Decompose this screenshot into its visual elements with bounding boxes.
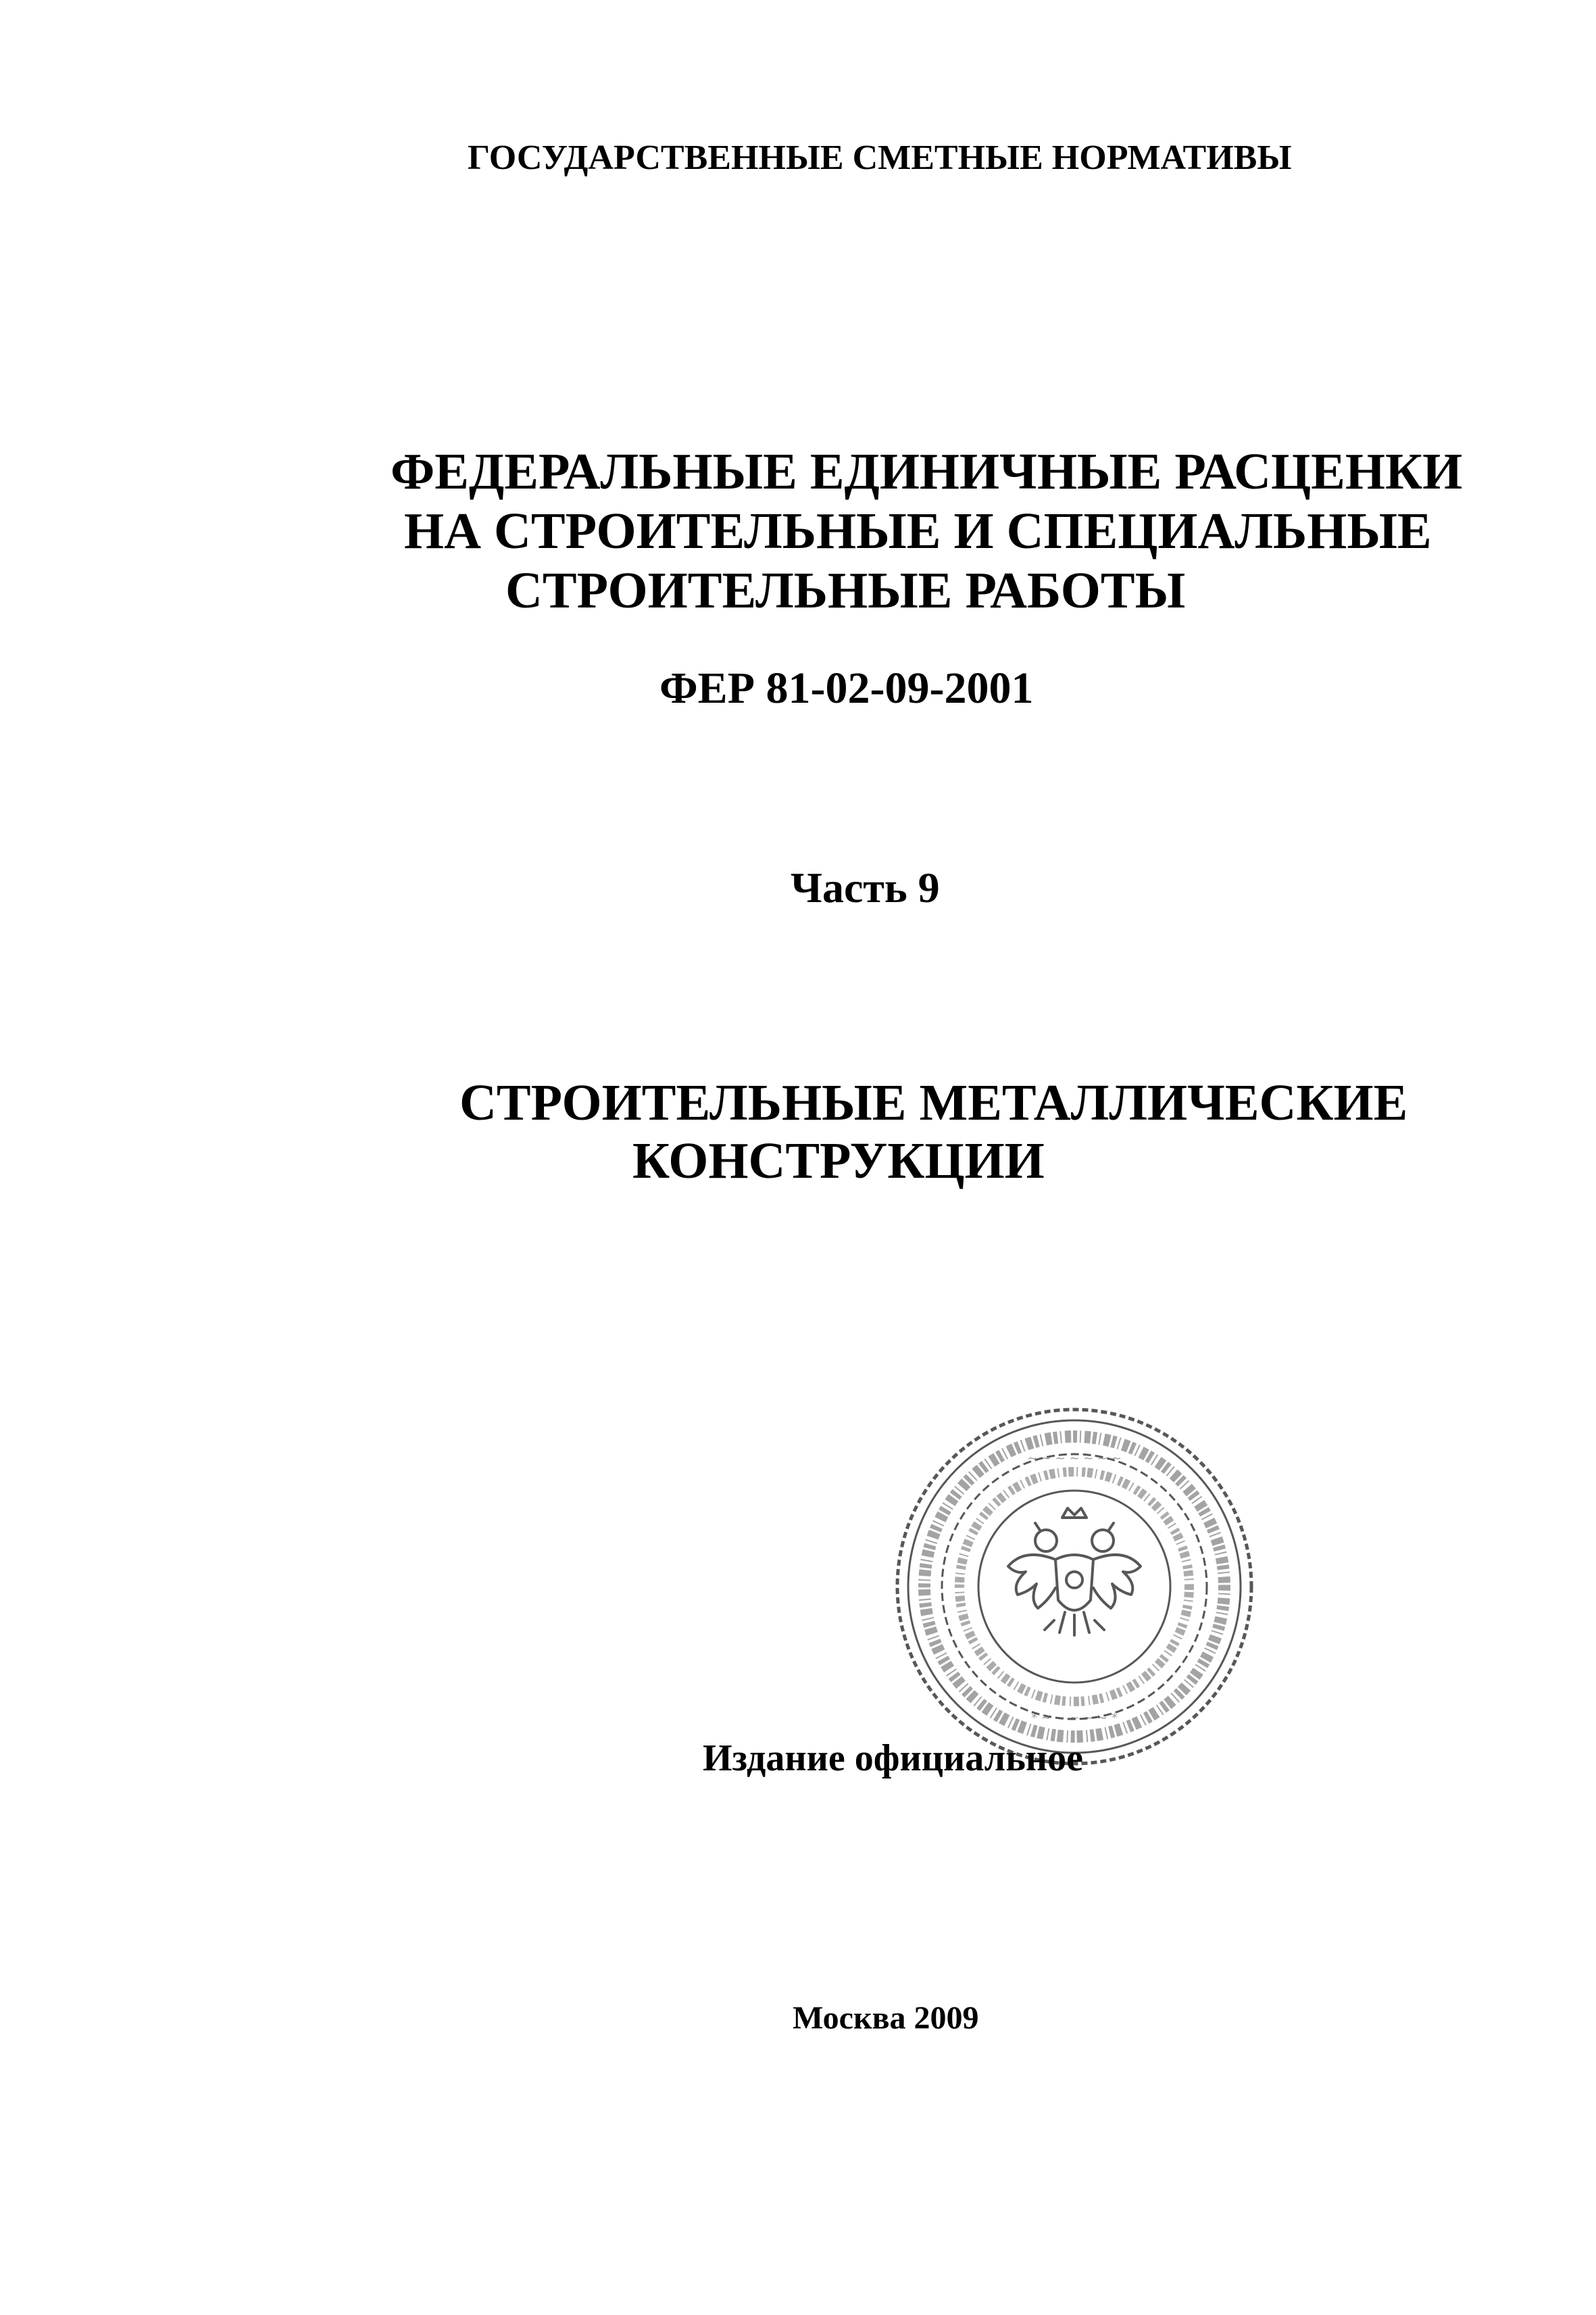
subject-line-2: КОНСТРУКЦИИ (632, 1132, 1045, 1189)
edition-note: Издание официальное (703, 1737, 1083, 1779)
svg-text:* ~ ~ ~ ~ ~ *: * ~ ~ ~ ~ ~ * (1031, 1711, 1118, 1725)
document-header: ГОСУДАРСТВЕННЫЕ СМЕТНЫЕ НОРМАТИВЫ (468, 139, 1292, 177)
publication-city-year: Москва 2009 (793, 2000, 979, 2036)
svg-text:~ ~ ~ ~ ~ ~ ~: ~ ~ ~ ~ ~ ~ ~ (1027, 1451, 1122, 1466)
document-code: ФЕР 81-02-09-2001 (659, 664, 1034, 713)
title-line-1: ФЕДЕРАЛЬНЫЕ ЕДИНИЧНЫЕ РАСЦЕНКИ (391, 443, 1463, 500)
part-number: Часть 9 (791, 864, 940, 912)
subject-line-1: СТРОИТЕЛЬНЫЕ МЕТАЛЛИЧЕСКИЕ (459, 1074, 1408, 1131)
title-line-2: НА СТРОИТЕЛЬНЫЕ И СПЕЦИАЛЬНЫЕ (404, 503, 1432, 559)
title-line-3: СТРОИТЕЛЬНЫЕ РАБОТЫ (505, 562, 1186, 619)
official-seal-stamp (885, 1397, 1264, 1776)
double-headed-eagle-icon (1008, 1508, 1141, 1635)
